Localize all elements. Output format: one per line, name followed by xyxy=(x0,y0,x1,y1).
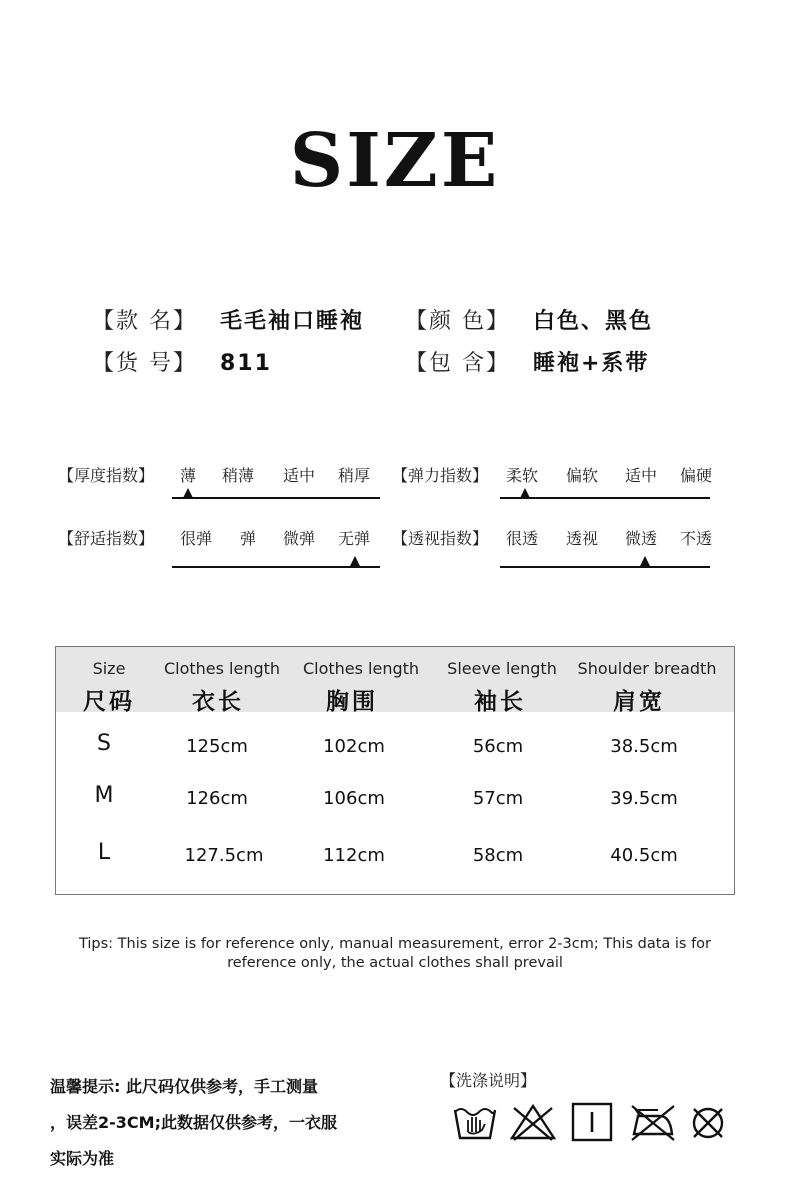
page-title: SIZE xyxy=(289,118,501,204)
comfort-index-label: 【舒适指数】 xyxy=(58,529,155,548)
elasticity-option-4: 偏硬 xyxy=(680,466,713,485)
thickness-index-label: 【厚度指数】 xyxy=(58,466,155,485)
header-size-zh: 尺码 xyxy=(83,689,135,715)
header-clothes-length-en: Clothes length xyxy=(163,659,281,678)
comfort-option-4: 无弹 xyxy=(338,529,371,548)
thickness-option-3: 适中 xyxy=(283,466,316,485)
transparency-option-4: 不透 xyxy=(680,529,713,548)
product-color-label: 【颜 色】 xyxy=(405,309,510,334)
do-not-bleach-icon xyxy=(508,1102,558,1142)
header-sleeve-length-en: Sleeve length xyxy=(447,659,557,678)
row-m-shoulder: 39.5cm xyxy=(610,788,678,809)
product-sku-row xyxy=(92,346,272,377)
row-l-bust: 112cm xyxy=(323,845,385,866)
elasticity-option-1: 柔软 xyxy=(506,466,539,485)
row-l-sleeve: 58cm xyxy=(472,845,524,866)
size-tips xyxy=(60,935,730,973)
row-s-shoulder: 38.5cm xyxy=(610,736,678,757)
notice-line-2: ，误差2-3CM;此数据仅供参考，一衣服 xyxy=(50,1113,337,1132)
product-sku-value: 811 xyxy=(220,351,272,376)
comfort-option-1: 很弹 xyxy=(180,529,213,548)
product-package-label: 【包 含】 xyxy=(405,351,510,376)
row-s-size: S xyxy=(97,731,111,756)
row-m-sleeve: 57cm xyxy=(472,788,524,809)
transparency-option-2: 透视 xyxy=(566,529,599,548)
comfort-option-2: 弹 xyxy=(240,529,257,548)
product-color-value: 白色、黑色 xyxy=(533,309,654,334)
row-s-sleeve: 56cm xyxy=(472,736,524,757)
thickness-option-1: 薄 xyxy=(180,466,197,485)
row-m-bust: 106cm xyxy=(323,788,385,809)
header-shoulder-zh: 肩宽 xyxy=(613,689,665,715)
header-clothes-length-zh: 衣长 xyxy=(192,689,244,715)
product-name-value: 毛毛袖口睡袍 xyxy=(220,309,365,334)
size-table-header xyxy=(56,647,734,715)
row-s-length: 125cm xyxy=(186,736,248,757)
tips-line-2: reference only, the actual clothes shall prevail xyxy=(227,955,563,971)
comfort-option-3: 微弹 xyxy=(283,529,316,548)
elasticity-option-2: 偏软 xyxy=(566,466,599,485)
notice-line-3: 实际为准 xyxy=(50,1149,115,1168)
product-color-row xyxy=(405,304,653,335)
elasticity-scale-line xyxy=(500,497,710,499)
product-package-row xyxy=(405,346,649,377)
transparency-index-label: 【透视指数】 xyxy=(392,529,489,548)
do-not-dry-clean-icon xyxy=(688,1102,728,1142)
transparency-option-3: 微透 xyxy=(625,529,658,548)
transparency-scale-line xyxy=(500,566,710,568)
do-not-iron-icon xyxy=(628,1102,678,1142)
row-l-shoulder: 40.5cm xyxy=(610,845,678,866)
header-bust-zh: 胸围 xyxy=(326,689,378,715)
transparency-marker xyxy=(640,556,650,566)
transparency-option-1: 很透 xyxy=(506,529,539,548)
header-sleeve-length-zh: 袖长 xyxy=(474,689,526,715)
product-name-row xyxy=(92,304,364,335)
header-shoulder-en: Shoulder breadth xyxy=(577,659,717,678)
notice-line-1: 温馨提示: 此尺码仅供参考，手工测量 xyxy=(50,1077,318,1096)
row-s-bust: 102cm xyxy=(323,736,385,757)
comfort-scale-line xyxy=(172,566,380,568)
thickness-option-4: 稍厚 xyxy=(338,466,371,485)
thickness-option-2: 稍薄 xyxy=(222,466,255,485)
tips-line-1: Tips: This size is for reference only, manual measurement, error 2-3cm; This data is for xyxy=(78,936,712,952)
hang-dry-icon xyxy=(570,1102,614,1142)
row-m-size: M xyxy=(94,783,114,808)
header-size-en: Size xyxy=(92,659,126,678)
row-l-size: L xyxy=(97,840,111,865)
elasticity-option-3: 适中 xyxy=(625,466,658,485)
row-m-length: 126cm xyxy=(186,788,248,809)
product-name-label: 【款 名】 xyxy=(92,309,197,334)
thickness-scale-line xyxy=(172,497,380,499)
hand-wash-icon xyxy=(452,1102,498,1142)
care-title: 【洗涤说明】 xyxy=(440,1071,537,1090)
elasticity-index-label: 【弹力指数】 xyxy=(392,466,489,485)
product-sku-label: 【货 号】 xyxy=(92,351,197,376)
product-package-value: 睡袍+系带 xyxy=(533,351,650,376)
header-bust-en: Clothes length xyxy=(302,659,420,678)
row-l-length: 127.5cm xyxy=(184,845,264,866)
comfort-marker xyxy=(350,556,360,566)
size-table xyxy=(55,646,735,895)
